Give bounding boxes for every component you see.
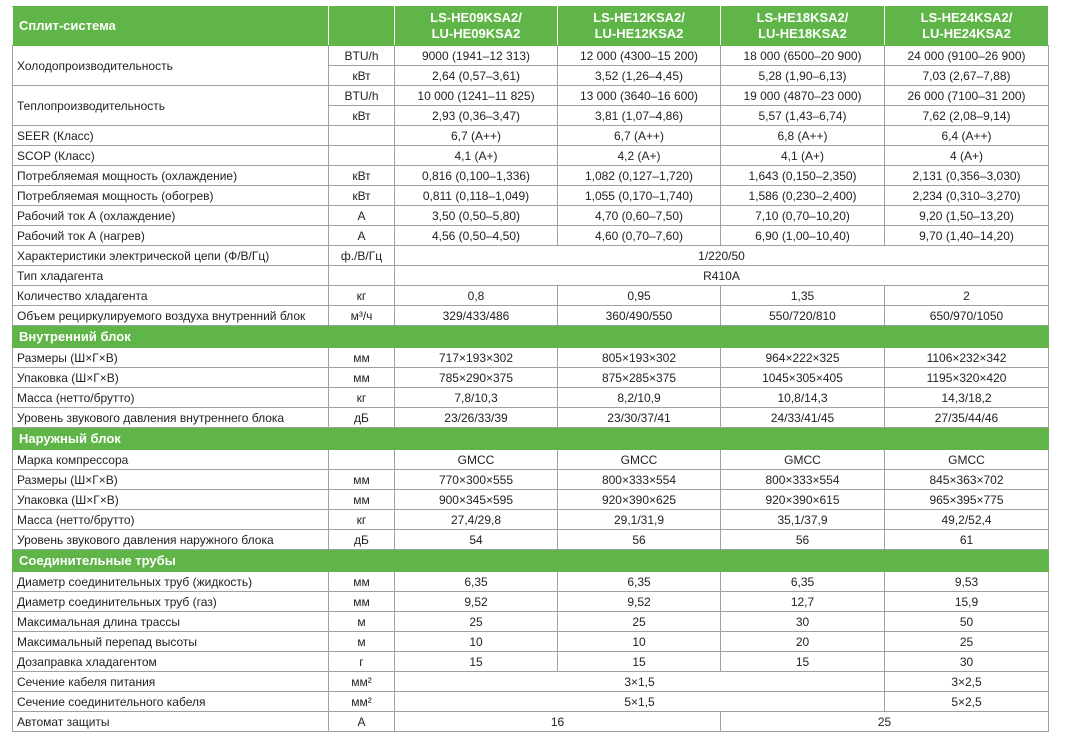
value-cell: 13 000 (3640–16 600) xyxy=(558,86,721,106)
value-cell: GMCC xyxy=(558,450,721,470)
value-cell: 805×193×302 xyxy=(558,348,721,368)
value-cell: 3,52 (1,26–4,45) xyxy=(558,66,721,86)
row-unit: мм xyxy=(329,368,395,388)
heating-btu-row xyxy=(13,86,1049,106)
row-label: Диаметр соединительных труб (жидкость) xyxy=(13,572,329,592)
model-indoor-4: LS-HE24KSA2/ xyxy=(920,10,1013,25)
section-header-indoor xyxy=(13,326,1049,348)
value-cell: 770×300×555 xyxy=(395,470,558,490)
value-cell: 7,03 (2,67–7,88) xyxy=(885,66,1049,86)
pipes-row xyxy=(13,572,1049,592)
value-cell: 3,81 (1,07–4,86) xyxy=(558,106,721,126)
value-cell: 6,35 xyxy=(721,572,885,592)
value-cell: 7,62 (2,08–9,14) xyxy=(885,106,1049,126)
value-cell: 15 xyxy=(721,652,885,672)
value-cell: 25 xyxy=(885,632,1049,652)
outdoor-row xyxy=(13,470,1049,490)
model-outdoor-2: LU-HE12KSA2 xyxy=(594,26,684,41)
spec-row xyxy=(13,126,1049,146)
value-cell: 550/720/810 xyxy=(721,306,885,326)
value-cell: 9,70 (1,40–14,20) xyxy=(885,226,1049,246)
value-cell: 24/33/41/45 xyxy=(721,408,885,428)
model-indoor-3: LS-HE18KSA2/ xyxy=(756,10,849,25)
value-cell: 920×390×625 xyxy=(558,490,721,510)
outdoor-section xyxy=(13,450,1049,550)
header-row xyxy=(13,7,1049,46)
value-cell: 10,8/14,3 xyxy=(721,388,885,408)
row-unit: кВт xyxy=(329,186,395,206)
breaker-row xyxy=(13,712,1049,732)
row-unit: кВт xyxy=(329,166,395,186)
row-unit: дБ xyxy=(329,408,395,428)
row-unit xyxy=(329,146,395,166)
value-cell: 25 xyxy=(558,612,721,632)
indoor-row xyxy=(13,348,1049,368)
value-cell: 49,2/52,4 xyxy=(885,510,1049,530)
value-cell: 9,52 xyxy=(395,592,558,612)
section-title-outdoor: Наружный блок xyxy=(13,428,1049,450)
value-cell: 24 000 (9100–26 900) xyxy=(885,46,1049,66)
table-title: Сплит-система xyxy=(13,7,329,46)
value-cell: 9,52 xyxy=(558,592,721,612)
row-label: Уровень звукового давления внутреннего блока xyxy=(13,408,329,428)
value-cell: 6,90 (1,00–10,40) xyxy=(721,226,885,246)
section-title-pipes: Соединительные трубы xyxy=(13,550,1049,572)
model-indoor-2: LS-HE12KSA2/ xyxy=(593,10,685,25)
spec-row xyxy=(13,146,1049,166)
value-cell: 1,082 (0,127–1,720) xyxy=(558,166,721,186)
value-cell: 2,131 (0,356–3,030) xyxy=(885,166,1049,186)
model-outdoor-3: LU-HE18KSA2 xyxy=(758,26,847,41)
outdoor-row xyxy=(13,510,1049,530)
power-cable-label: Сечение кабеля питания xyxy=(13,672,329,692)
row-unit: мм xyxy=(329,348,395,368)
value-cell: 10 xyxy=(558,632,721,652)
value-cell: 717×193×302 xyxy=(395,348,558,368)
row-label: Масса (нетто/брутто) xyxy=(13,510,329,530)
value-cell: 6,7 (A++) xyxy=(558,126,721,146)
value-cell: 27,4/29,8 xyxy=(395,510,558,530)
value-cell: 0,95 xyxy=(558,286,721,306)
indoor-section xyxy=(13,348,1049,428)
heating-kw-unit: кВт xyxy=(329,106,395,126)
pipes-row xyxy=(13,592,1049,612)
value-cell: 9,53 xyxy=(885,572,1049,592)
value-cell: GMCC xyxy=(395,450,558,470)
section-header-outdoor xyxy=(13,428,1049,450)
refrigerant-label: Тип хладагента xyxy=(13,266,329,286)
model-header-4 xyxy=(885,7,1049,46)
row-label: Размеры (Ш×Г×В) xyxy=(13,348,329,368)
value-cell: 14,3/18,2 xyxy=(885,388,1049,408)
value-cell: GMCC xyxy=(721,450,885,470)
value-cell: 23/30/37/41 xyxy=(558,408,721,428)
conn-cable-label: Сечение соединительного кабеля xyxy=(13,692,329,712)
refrigerant-value: R410A xyxy=(395,266,1049,286)
row-label: Марка компрессора xyxy=(13,450,329,470)
value-cell: 50 xyxy=(885,612,1049,632)
spec-row xyxy=(13,306,1049,326)
conn-cable-value-4: 5×2,5 xyxy=(885,692,1049,712)
indoor-row xyxy=(13,408,1049,428)
breaker-value-12: 16 xyxy=(395,712,721,732)
value-cell: 2,93 (0,36–3,47) xyxy=(395,106,558,126)
value-cell: 19 000 (4870–23 000) xyxy=(721,86,885,106)
row-label: Потребляемая мощность (обогрев) xyxy=(13,186,329,206)
value-cell: 15,9 xyxy=(885,592,1049,612)
model-header-1 xyxy=(395,7,558,46)
value-cell: 4,60 (0,70–7,60) xyxy=(558,226,721,246)
value-cell: 0,811 (0,118–1,049) xyxy=(395,186,558,206)
spec-row xyxy=(13,206,1049,226)
value-cell: 27/35/44/46 xyxy=(885,408,1049,428)
value-cell: 6,35 xyxy=(558,572,721,592)
row-label: Максимальный перепад высоты xyxy=(13,632,329,652)
value-cell: 875×285×375 xyxy=(558,368,721,388)
row-unit xyxy=(329,450,395,470)
conn-cable-row xyxy=(13,692,1049,712)
row-label: Количество хладагента xyxy=(13,286,329,306)
row-unit: мм xyxy=(329,572,395,592)
row-label: SCOP (Класс) xyxy=(13,146,329,166)
value-cell: 15 xyxy=(395,652,558,672)
power-cable-unit: мм² xyxy=(329,672,395,692)
cooling-btu-row xyxy=(13,46,1049,66)
row-label: Рабочий ток А (охлаждение) xyxy=(13,206,329,226)
value-cell: 12,7 xyxy=(721,592,885,612)
value-cell: 900×345×595 xyxy=(395,490,558,510)
model-header-2 xyxy=(558,7,721,46)
value-cell: 5,28 (1,90–6,13) xyxy=(721,66,885,86)
value-cell: 29,1/31,9 xyxy=(558,510,721,530)
value-cell: 964×222×325 xyxy=(721,348,885,368)
value-cell: 30 xyxy=(885,652,1049,672)
breaker-label: Автомат защиты xyxy=(13,712,329,732)
refrigerant-unit xyxy=(329,266,395,286)
circuit-value: 1/220/50 xyxy=(395,246,1049,266)
spec-row xyxy=(13,226,1049,246)
value-cell: 9,20 (1,50–13,20) xyxy=(885,206,1049,226)
row-unit: м³/ч xyxy=(329,306,395,326)
value-cell: 15 xyxy=(558,652,721,672)
row-label: Диаметр соединительных труб (газ) xyxy=(13,592,329,612)
model-outdoor-1: LU-HE09KSA2 xyxy=(431,26,521,41)
row-label: Дозаправка хладагентом xyxy=(13,652,329,672)
value-cell: 20 xyxy=(721,632,885,652)
pipes-row xyxy=(13,632,1049,652)
value-cell: 8,2/10,9 xyxy=(558,388,721,408)
row-unit: г xyxy=(329,652,395,672)
outdoor-row xyxy=(13,490,1049,510)
circuit-unit: ф./В/Гц xyxy=(329,246,395,266)
value-cell: 650/970/1050 xyxy=(885,306,1049,326)
value-cell: 4 (A+) xyxy=(885,146,1049,166)
model-outdoor-4: LU-HE24KSA2 xyxy=(922,26,1011,41)
value-cell: 23/26/33/39 xyxy=(395,408,558,428)
indoor-row xyxy=(13,368,1049,388)
spec-row xyxy=(13,286,1049,306)
header-unit-cell xyxy=(329,7,395,46)
row-label: Уровень звукового давления наружного блока xyxy=(13,530,329,550)
value-cell: 2,234 (0,310–3,270) xyxy=(885,186,1049,206)
value-cell: 785×290×375 xyxy=(395,368,558,388)
row-label: Упаковка (Ш×Г×В) xyxy=(13,490,329,510)
circuit-label: Характеристики электрической цепи (Ф/В/Гц) xyxy=(13,246,329,266)
row-label: Размеры (Ш×Г×В) xyxy=(13,470,329,490)
heating-label: Теплопроизводительность xyxy=(13,86,329,126)
row-unit: кг xyxy=(329,388,395,408)
row-label: Объем рециркулируемого воздуха внутренний блок xyxy=(13,306,329,326)
value-cell: 25 xyxy=(395,612,558,632)
row-unit: мм xyxy=(329,470,395,490)
row-unit: кг xyxy=(329,510,395,530)
value-cell: 965×395×775 xyxy=(885,490,1049,510)
outdoor-row xyxy=(13,450,1049,470)
refrigerant-row xyxy=(13,266,1049,286)
value-cell: 6,35 xyxy=(395,572,558,592)
row-unit: м xyxy=(329,612,395,632)
pipes-row xyxy=(13,652,1049,672)
conn-cable-value-123: 5×1,5 xyxy=(395,692,885,712)
model-header-3 xyxy=(721,7,885,46)
section-header-pipes xyxy=(13,550,1049,572)
row-label: Масса (нетто/брутто) xyxy=(13,388,329,408)
value-cell: 7,10 (0,70–10,20) xyxy=(721,206,885,226)
value-cell: 360/490/550 xyxy=(558,306,721,326)
pipes-section xyxy=(13,572,1049,672)
value-cell: 6,7 (A++) xyxy=(395,126,558,146)
spec-table-wrapper xyxy=(12,6,1048,732)
model-indoor-1: LS-HE09KSA2/ xyxy=(430,10,522,25)
value-cell: 920×390×615 xyxy=(721,490,885,510)
cooling-btu-unit: BTU/h xyxy=(329,46,395,66)
value-cell: 1,586 (0,230–2,400) xyxy=(721,186,885,206)
value-cell: 9000 (1941–12 313) xyxy=(395,46,558,66)
value-cell: 10 000 (1241–11 825) xyxy=(395,86,558,106)
value-cell: 0,8 xyxy=(395,286,558,306)
row-unit: А xyxy=(329,226,395,246)
value-cell: 845×363×702 xyxy=(885,470,1049,490)
row-label: Упаковка (Ш×Г×В) xyxy=(13,368,329,388)
general2-section xyxy=(13,286,1049,326)
pipes-row xyxy=(13,612,1049,632)
value-cell: 2 xyxy=(885,286,1049,306)
row-label: SEER (Класс) xyxy=(13,126,329,146)
section-title-indoor: Внутренний блок xyxy=(13,326,1049,348)
value-cell: 1045×305×405 xyxy=(721,368,885,388)
value-cell: 6,8 (A++) xyxy=(721,126,885,146)
value-cell: 800×333×554 xyxy=(721,470,885,490)
value-cell: 7,8/10,3 xyxy=(395,388,558,408)
value-cell: 4,1 (A+) xyxy=(721,146,885,166)
value-cell: 5,57 (1,43–6,74) xyxy=(721,106,885,126)
circuit-row xyxy=(13,246,1049,266)
general-section xyxy=(13,126,1049,246)
value-cell: 329/433/486 xyxy=(395,306,558,326)
value-cell: 10 xyxy=(395,632,558,652)
row-unit: мм xyxy=(329,592,395,612)
row-unit: кг xyxy=(329,286,395,306)
power-cable-value-4: 3×2,5 xyxy=(885,672,1049,692)
breaker-unit: А xyxy=(329,712,395,732)
outdoor-row xyxy=(13,530,1049,550)
row-unit: м xyxy=(329,632,395,652)
indoor-row xyxy=(13,388,1049,408)
value-cell: 56 xyxy=(558,530,721,550)
heating-btu-unit: BTU/h xyxy=(329,86,395,106)
value-cell: 1,055 (0,170–1,740) xyxy=(558,186,721,206)
value-cell: 0,816 (0,100–1,336) xyxy=(395,166,558,186)
value-cell: 3,50 (0,50–5,80) xyxy=(395,206,558,226)
cooling-label: Холодопроизводительность xyxy=(13,46,329,86)
value-cell: 1195×320×420 xyxy=(885,368,1049,388)
conn-cable-unit: мм² xyxy=(329,692,395,712)
spec-row xyxy=(13,166,1049,186)
value-cell: 2,64 (0,57–3,61) xyxy=(395,66,558,86)
breaker-value-34: 25 xyxy=(721,712,1049,732)
spec-row xyxy=(13,186,1049,206)
value-cell: GMCC xyxy=(885,450,1049,470)
row-unit: А xyxy=(329,206,395,226)
value-cell: 4,1 (A+) xyxy=(395,146,558,166)
value-cell: 12 000 (4300–15 200) xyxy=(558,46,721,66)
cooling-kw-unit: кВт xyxy=(329,66,395,86)
value-cell: 4,70 (0,60–7,50) xyxy=(558,206,721,226)
value-cell: 61 xyxy=(885,530,1049,550)
row-label: Потребляемая мощность (охлаждение) xyxy=(13,166,329,186)
value-cell: 54 xyxy=(395,530,558,550)
value-cell: 26 000 (7100–31 200) xyxy=(885,86,1049,106)
value-cell: 18 000 (6500–20 900) xyxy=(721,46,885,66)
value-cell: 4,56 (0,50–4,50) xyxy=(395,226,558,246)
row-label: Максимальная длина трассы xyxy=(13,612,329,632)
spec-table xyxy=(12,6,1049,732)
row-label: Рабочий ток А (нагрев) xyxy=(13,226,329,246)
row-unit: мм xyxy=(329,490,395,510)
value-cell: 4,2 (A+) xyxy=(558,146,721,166)
power-cable-value-123: 3×1,5 xyxy=(395,672,885,692)
value-cell: 1,35 xyxy=(721,286,885,306)
value-cell: 1,643 (0,150–2,350) xyxy=(721,166,885,186)
row-unit: дБ xyxy=(329,530,395,550)
value-cell: 6,4 (A++) xyxy=(885,126,1049,146)
value-cell: 800×333×554 xyxy=(558,470,721,490)
value-cell: 1106×232×342 xyxy=(885,348,1049,368)
value-cell: 35,1/37,9 xyxy=(721,510,885,530)
value-cell: 56 xyxy=(721,530,885,550)
row-unit xyxy=(329,126,395,146)
power-cable-row xyxy=(13,672,1049,692)
value-cell: 30 xyxy=(721,612,885,632)
